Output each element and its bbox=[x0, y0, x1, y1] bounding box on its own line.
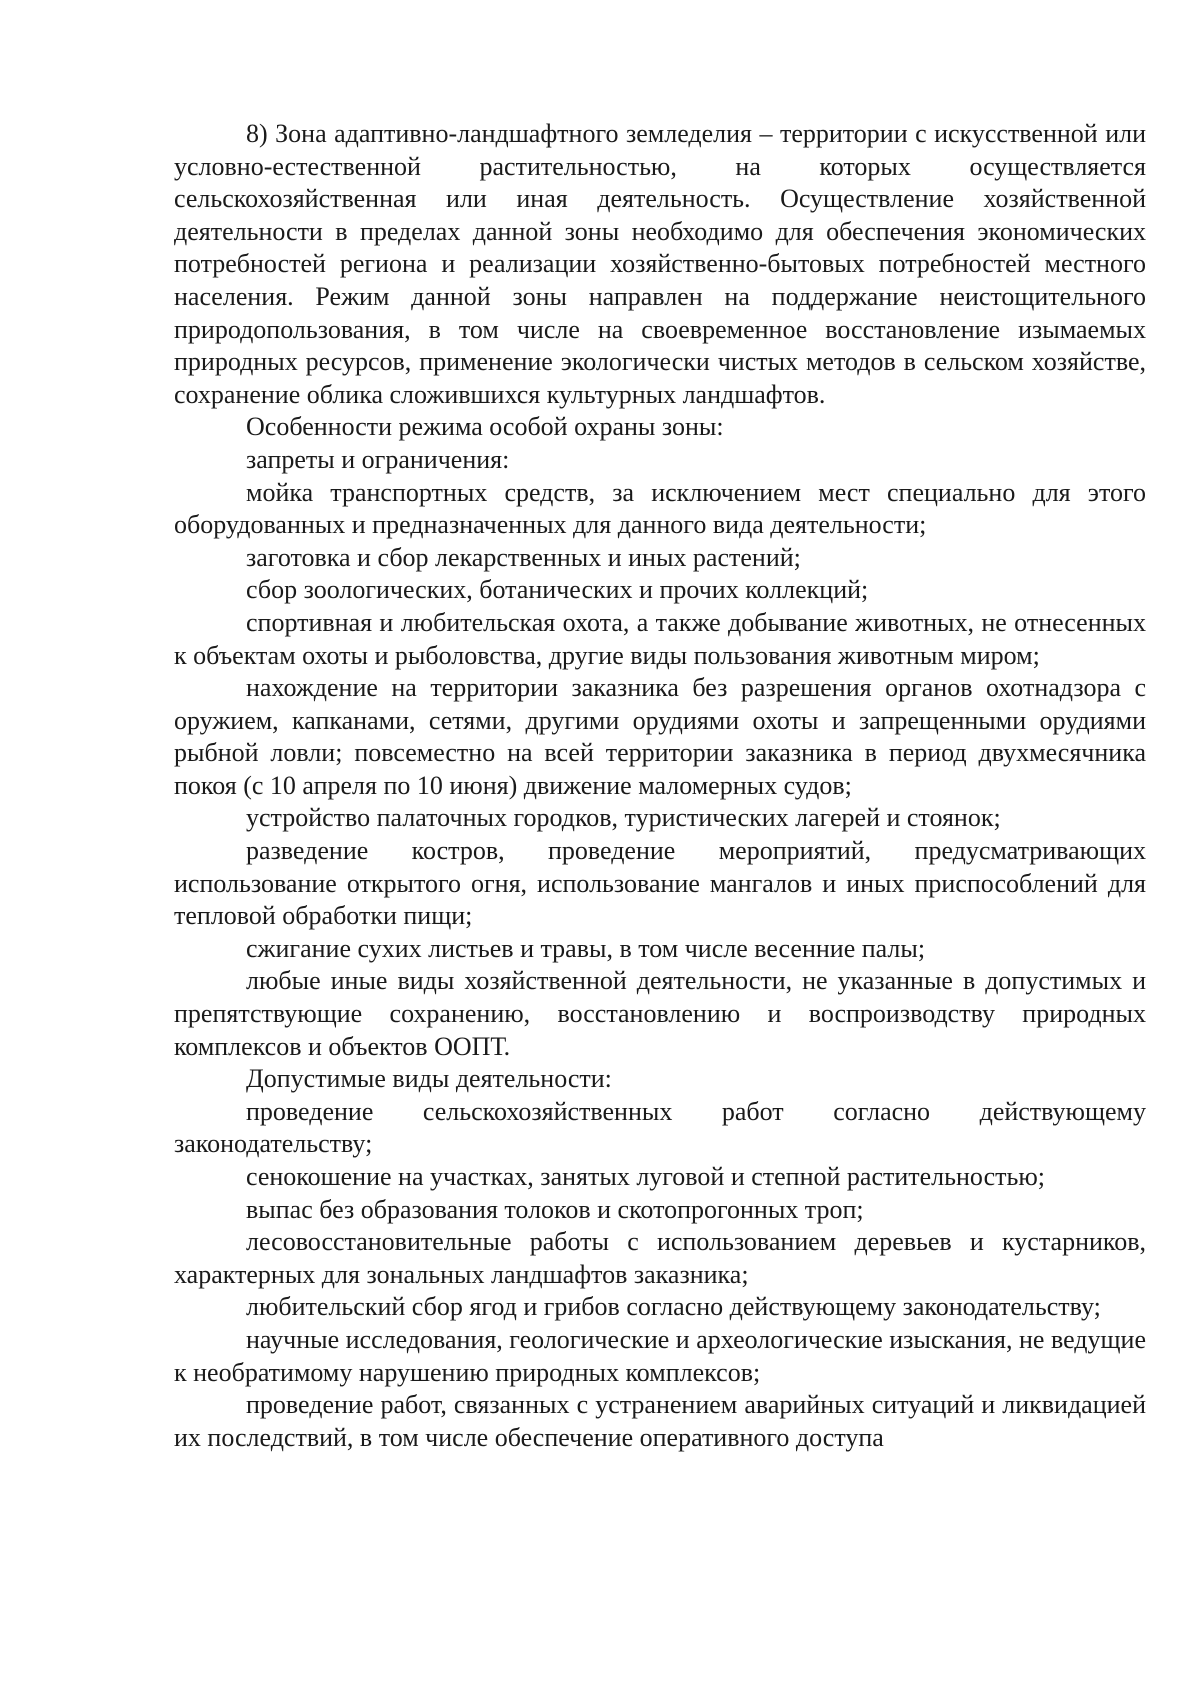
permitted-item: любительский сбор ягод и грибов согласно действующему законодательству; bbox=[246, 1292, 1101, 1322]
permitted-item: проведение сельскохозяйственных работ согласно действующему законодательству; bbox=[174, 1096, 1146, 1159]
prohibition-item: устройство палаточных городков, туристических лагерей и стоянок; bbox=[246, 803, 1001, 833]
zone-8-description-paragraph: 8) Зона адаптивно-ландшафтного земледелия – территории с искусственной или условно-естественной растительностью, на которых осуществляется сельскохозяйственная или иная деятельность. Осуществление хозяйственной деятельности в пределах данной зоны необходимо для обеспечения экономических потребностей региона и реализации хозяйственно-бытовых потребностей местного населения. Режим данной зоны направлен на поддержание неистощительного природопользования, в том числе на своевременное восстановление изымаемых природных ресурсов, применение экологически чистых методов в сельском хозяйстве, сохранение облика сложившихся культурных ландшафтов. bbox=[174, 119, 1146, 409]
prohibition-item: мойка транспортных средств, за исключением мест специально для этого оборудованных и предназначенных для данного вида деятельности; bbox=[174, 477, 1146, 540]
permitted-heading-paragraph: Допустимые виды деятельности: bbox=[246, 1064, 612, 1094]
prohibitions-heading-paragraph: запреты и ограничения: bbox=[246, 444, 510, 474]
permitted-item: выпас без образования толоков и скотопрогонных троп; bbox=[246, 1194, 864, 1224]
permitted-item: научные исследования, геологические и археологические изыскания, не ведущие к необратимому нарушению природных комплексов; bbox=[174, 1324, 1146, 1387]
prohibition-item: нахождение на территории заказника без разрешения органов охотнадзора с оружием, капканами, сетями, другими орудиями охоты и запрещенными орудиями рыбной ловли; повсеместно на всей территории заказника в период двухмесячника покоя (с 10 апреля по 10 июня) движение маломерных судов; bbox=[174, 673, 1146, 800]
permitted-item: лесовосстановительные работы с использованием деревьев и кустарников, характерных для зональных ландшафтов заказника; bbox=[174, 1227, 1146, 1289]
prohibition-item: любые иные виды хозяйственной деятельности, не указанные в допустимых и препятствующие сохранению, восстановлению и воспроизводству природных комплексов и объектов ООПТ. bbox=[174, 966, 1146, 1061]
prohibition-item: сбор зоологических, ботанических и прочих коллекций; bbox=[246, 575, 869, 605]
document-page bbox=[174, 118, 1146, 1454]
regime-heading-paragraph: Особенности режима особой охраны зоны: bbox=[246, 412, 724, 442]
permitted-item: сенокошение на участках, занятых луговой и степной растительностью; bbox=[246, 1162, 1045, 1191]
permitted-item: проведение работ, связанных с устранением аварийных ситуаций и ликвидацией их последствий, в том числе обеспечение оперативного доступа bbox=[174, 1390, 1146, 1452]
prohibition-item: разведение костров, проведение мероприятий, предусматривающих использование открытого огня, использование мангалов и иных приспособлений для тепловой обработки пищи; bbox=[174, 836, 1146, 931]
prohibition-item: спортивная и любительская охота, а также добывание животных, не отнесенных к объектам охоты и рыболовства, другие виды пользования животным миром; bbox=[174, 607, 1146, 670]
prohibition-item: заготовка и сбор лекарственных и иных растений; bbox=[246, 542, 801, 572]
prohibition-item: сжигание сухих листьев и травы, в том числе весенние палы; bbox=[246, 933, 926, 963]
